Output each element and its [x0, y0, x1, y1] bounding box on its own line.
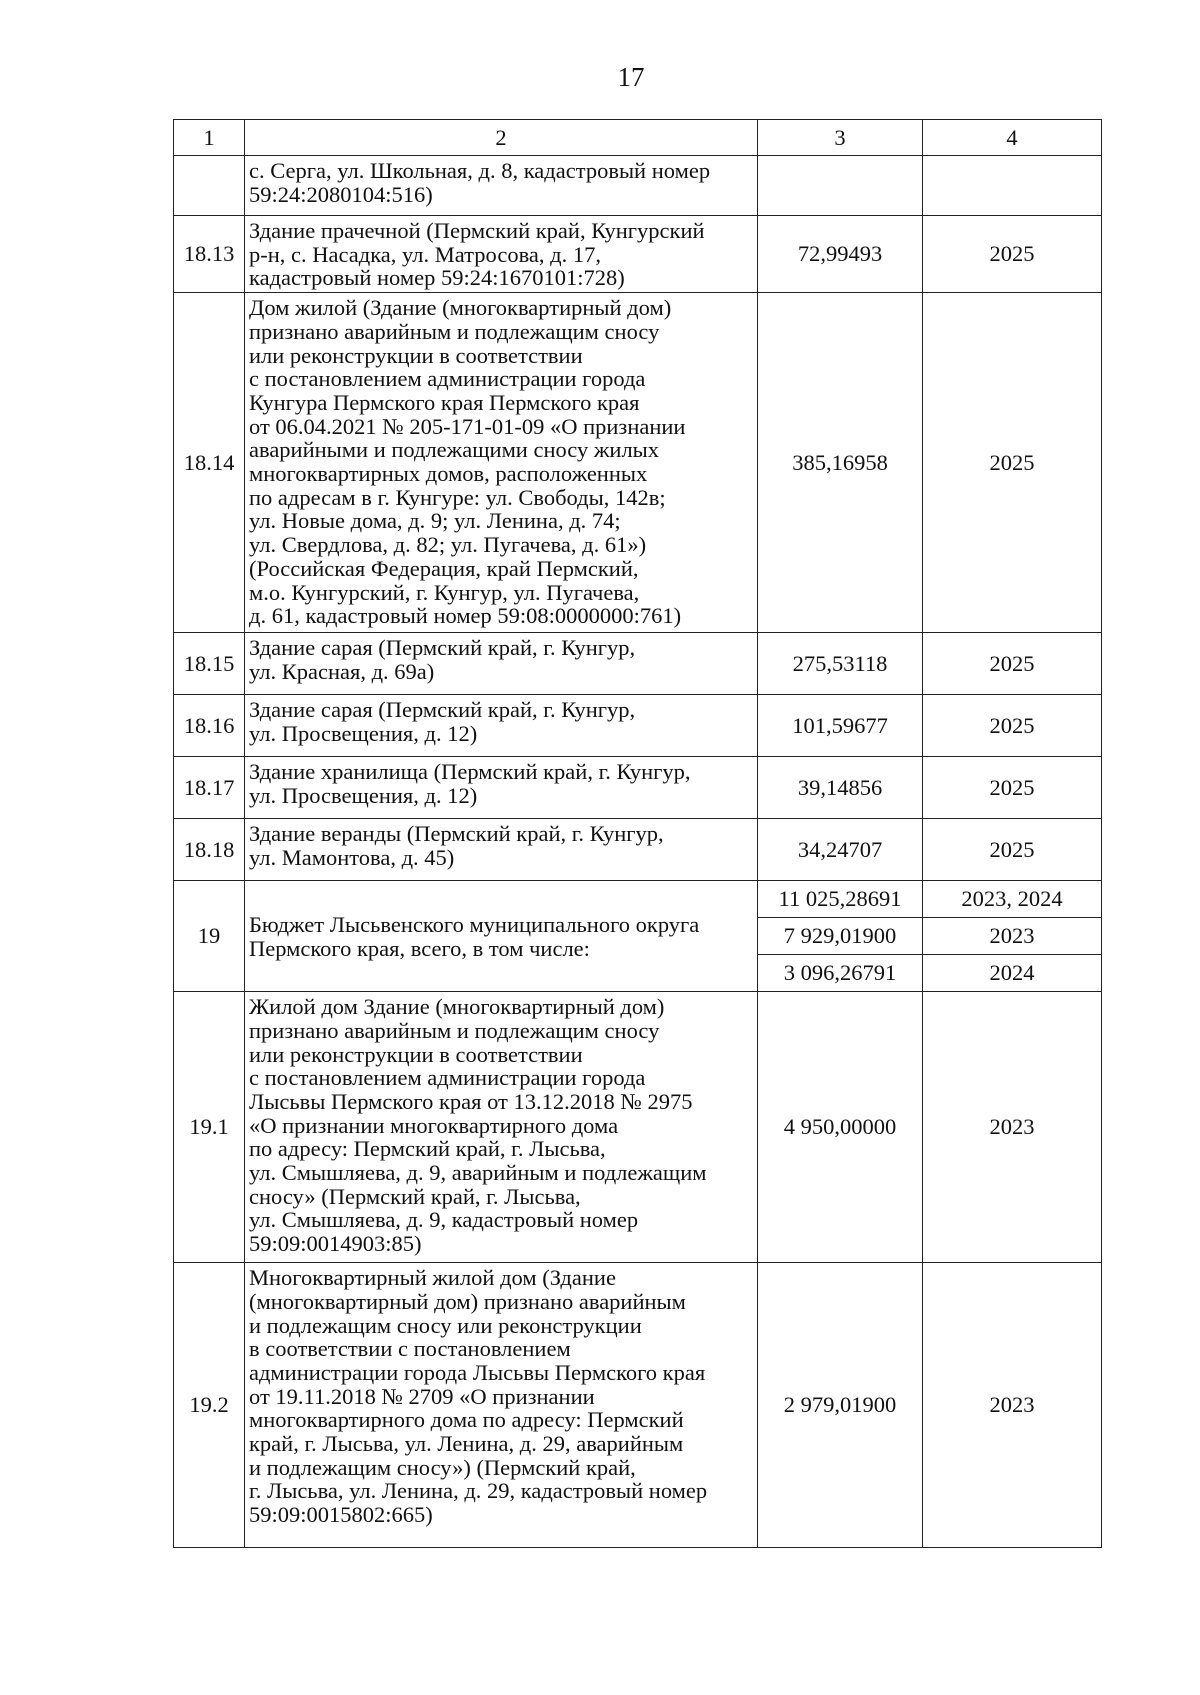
description-line: и подлежащим сносу или реконструкции	[249, 1312, 642, 1338]
description-line: признано аварийным и подлежащим сносу	[249, 318, 660, 344]
row-number	[174, 156, 245, 216]
row-year: 2025	[923, 819, 1102, 881]
description-line: Бюджет Лысьвенского муниципального округа	[249, 911, 700, 937]
row-number: 18.18	[174, 819, 245, 881]
description-line: г. Лысьва, ул. Ленина, д. 29, кадастровый номер	[249, 1478, 708, 1504]
description-line: 59:24:2080104:516)	[249, 181, 433, 207]
description-line: аварийными и подлежащими сносу жилых	[249, 437, 660, 463]
row-year: 2025	[923, 695, 1102, 757]
description-line: или реконструкции в соответствии	[249, 1041, 583, 1067]
table-row	[174, 216, 1102, 293]
row-year	[923, 156, 1102, 216]
row-description	[245, 156, 758, 216]
description-line: р-н, с. Насадка, ул. Матросова, д. 17,	[249, 241, 601, 267]
table-header-row	[174, 120, 1102, 156]
description-line: Здание хранилища (Пермский край, г. Кунгур,	[249, 759, 691, 785]
row-year: 2025	[923, 757, 1102, 819]
description-line: ул. Свердлова, д. 82; ул. Пугачева, д. 61»)	[249, 532, 647, 558]
row-description	[245, 992, 758, 1263]
table-row	[174, 992, 1102, 1263]
row-description	[245, 757, 758, 819]
column-header: 2	[245, 120, 758, 156]
description-line: 59:09:0014903:85)	[249, 1231, 422, 1257]
description-line: в соответствии с постановлением	[249, 1336, 571, 1362]
table-row	[174, 293, 1102, 633]
table-row	[174, 819, 1102, 881]
description-line: или реконструкции в соответствии	[249, 342, 583, 368]
description-line: Здание сарая (Пермский край, г. Кунгур,	[249, 697, 636, 723]
budget-row	[174, 881, 1102, 918]
description-line: «О признании многоквартирного дома	[249, 1112, 619, 1138]
row-description	[245, 633, 758, 695]
row-amount: 39,14856	[758, 757, 923, 819]
description-line: кадастровый номер 59:24:1670101:728)	[249, 265, 625, 291]
description-line: ул. Мамонтова, д. 45)	[249, 844, 455, 870]
description-line: (многоквартирный дом) признано аварийным	[249, 1288, 686, 1314]
row-amount: 275,53118	[758, 633, 923, 695]
row-year: 2023	[923, 992, 1102, 1263]
description-line: (Российская Федерация, край Пермский,	[249, 555, 639, 581]
description-line: сносу» (Пермский край, г. Лысьва,	[249, 1183, 581, 1209]
description-line: Здание веранды (Пермский край, г. Кунгур,	[249, 821, 664, 847]
row-description	[245, 293, 758, 633]
row-amount	[758, 156, 923, 216]
description-line: по адресу: Пермский край, г. Лысьва,	[249, 1136, 606, 1162]
description-line: многоквартирного дома по адресу: Пермский	[249, 1407, 684, 1433]
row-number: 19	[174, 881, 245, 992]
table-row	[174, 156, 1102, 216]
row-amount: 2 979,01900	[758, 1263, 923, 1548]
row-number: 18.17	[174, 757, 245, 819]
column-header: 3	[758, 120, 923, 156]
row-year: 2025	[923, 216, 1102, 293]
description-line: многоквартирных домов, расположенных	[249, 461, 648, 487]
row-description	[245, 1263, 758, 1548]
description-line: д. 61, кадастровый номер 59:08:0000000:761)	[249, 603, 682, 629]
description-line: Многоквартирный жилой дом (Здание	[249, 1265, 616, 1291]
row-amount: 4 950,00000	[758, 992, 923, 1263]
row-amount: 34,24707	[758, 819, 923, 881]
row-number: 19.2	[174, 1263, 245, 1548]
row-number: 18.13	[174, 216, 245, 293]
table-row	[174, 633, 1102, 695]
row-amount: 385,16958	[758, 293, 923, 633]
row-number: 18.14	[174, 293, 245, 633]
description-line: и подлежащим сносу») (Пермский край,	[249, 1454, 636, 1480]
description-line: Пермского края, всего, в том числе:	[249, 935, 590, 961]
table-row	[174, 695, 1102, 757]
description-line: 59:09:0015802:665)	[249, 1502, 433, 1528]
page-number: 17	[617, 62, 645, 92]
row-year: 2023	[923, 1263, 1102, 1548]
description-line: Лысьвы Пермского края от 13.12.2018 № 2975	[249, 1088, 693, 1114]
row-number: 19.1	[174, 992, 245, 1263]
description-line: с. Серга, ул. Школьная, д. 8, кадастровый номер	[249, 158, 711, 183]
column-header: 4	[923, 120, 1102, 156]
row-amount: 7 929,01900	[758, 918, 923, 955]
table-row	[174, 1263, 1102, 1548]
objects-table	[173, 119, 1102, 1548]
description-line: м.о. Кунгурский, г. Кунгур, ул. Пугачева,	[249, 579, 640, 605]
description-line: администрации города Лысьвы Пермского края	[249, 1359, 706, 1385]
row-amount: 11 025,28691	[758, 881, 923, 918]
description-line: ул. Смышляева, д. 9, аварийным и подлежащим	[249, 1160, 707, 1186]
description-line: Дом жилой (Здание (многоквартирный дом)	[249, 295, 672, 321]
description-line: ул. Просвещения, д. 12)	[249, 782, 478, 808]
description-line: ул. Просвещения, д. 12)	[249, 720, 478, 746]
row-description	[245, 216, 758, 293]
description-line: от 06.04.2021 № 205-171-01-09 «О признании	[249, 413, 686, 439]
description-line: Жилой дом Здание (многоквартирный дом)	[249, 994, 665, 1020]
description-line: ул. Новые дома, д. 9; ул. Ленина, д. 74;	[249, 508, 621, 534]
description-line: с постановлением администрации города	[249, 366, 646, 392]
row-number: 18.16	[174, 695, 245, 757]
row-amount: 101,59677	[758, 695, 923, 757]
description-line: с постановлением администрации города	[249, 1065, 646, 1091]
row-year: 2023	[923, 918, 1102, 955]
row-description	[245, 881, 758, 992]
row-year: 2025	[923, 633, 1102, 695]
description-line: Здание прачечной (Пермский край, Кунгурский	[249, 218, 705, 243]
description-line: край, г. Лысьва, ул. Ленина, д. 29, аварийным	[249, 1431, 684, 1457]
row-description	[245, 819, 758, 881]
description-line: Здание сарая (Пермский край, г. Кунгур,	[249, 635, 636, 661]
row-number: 18.15	[174, 633, 245, 695]
row-description	[245, 695, 758, 757]
description-line: по адресам в г. Кунгуре: ул. Свободы, 142в;	[249, 484, 666, 510]
row-year: 2024	[923, 955, 1102, 992]
description-line: от 19.11.2018 № 2709 «О признании	[249, 1383, 595, 1409]
row-year: 2025	[923, 293, 1102, 633]
description-line: Кунгура Пермского края Пермского края	[249, 389, 640, 415]
description-line: ул. Смышляева, д. 9, кадастровый номер	[249, 1207, 639, 1233]
row-year: 2023, 2024	[923, 881, 1102, 918]
row-amount: 3 096,26791	[758, 955, 923, 992]
column-header: 1	[174, 120, 245, 156]
description-line: признано аварийным и подлежащим сносу	[249, 1017, 660, 1043]
row-amount: 72,99493	[758, 216, 923, 293]
description-line: ул. Красная, д. 69а)	[249, 658, 435, 684]
table-row	[174, 757, 1102, 819]
